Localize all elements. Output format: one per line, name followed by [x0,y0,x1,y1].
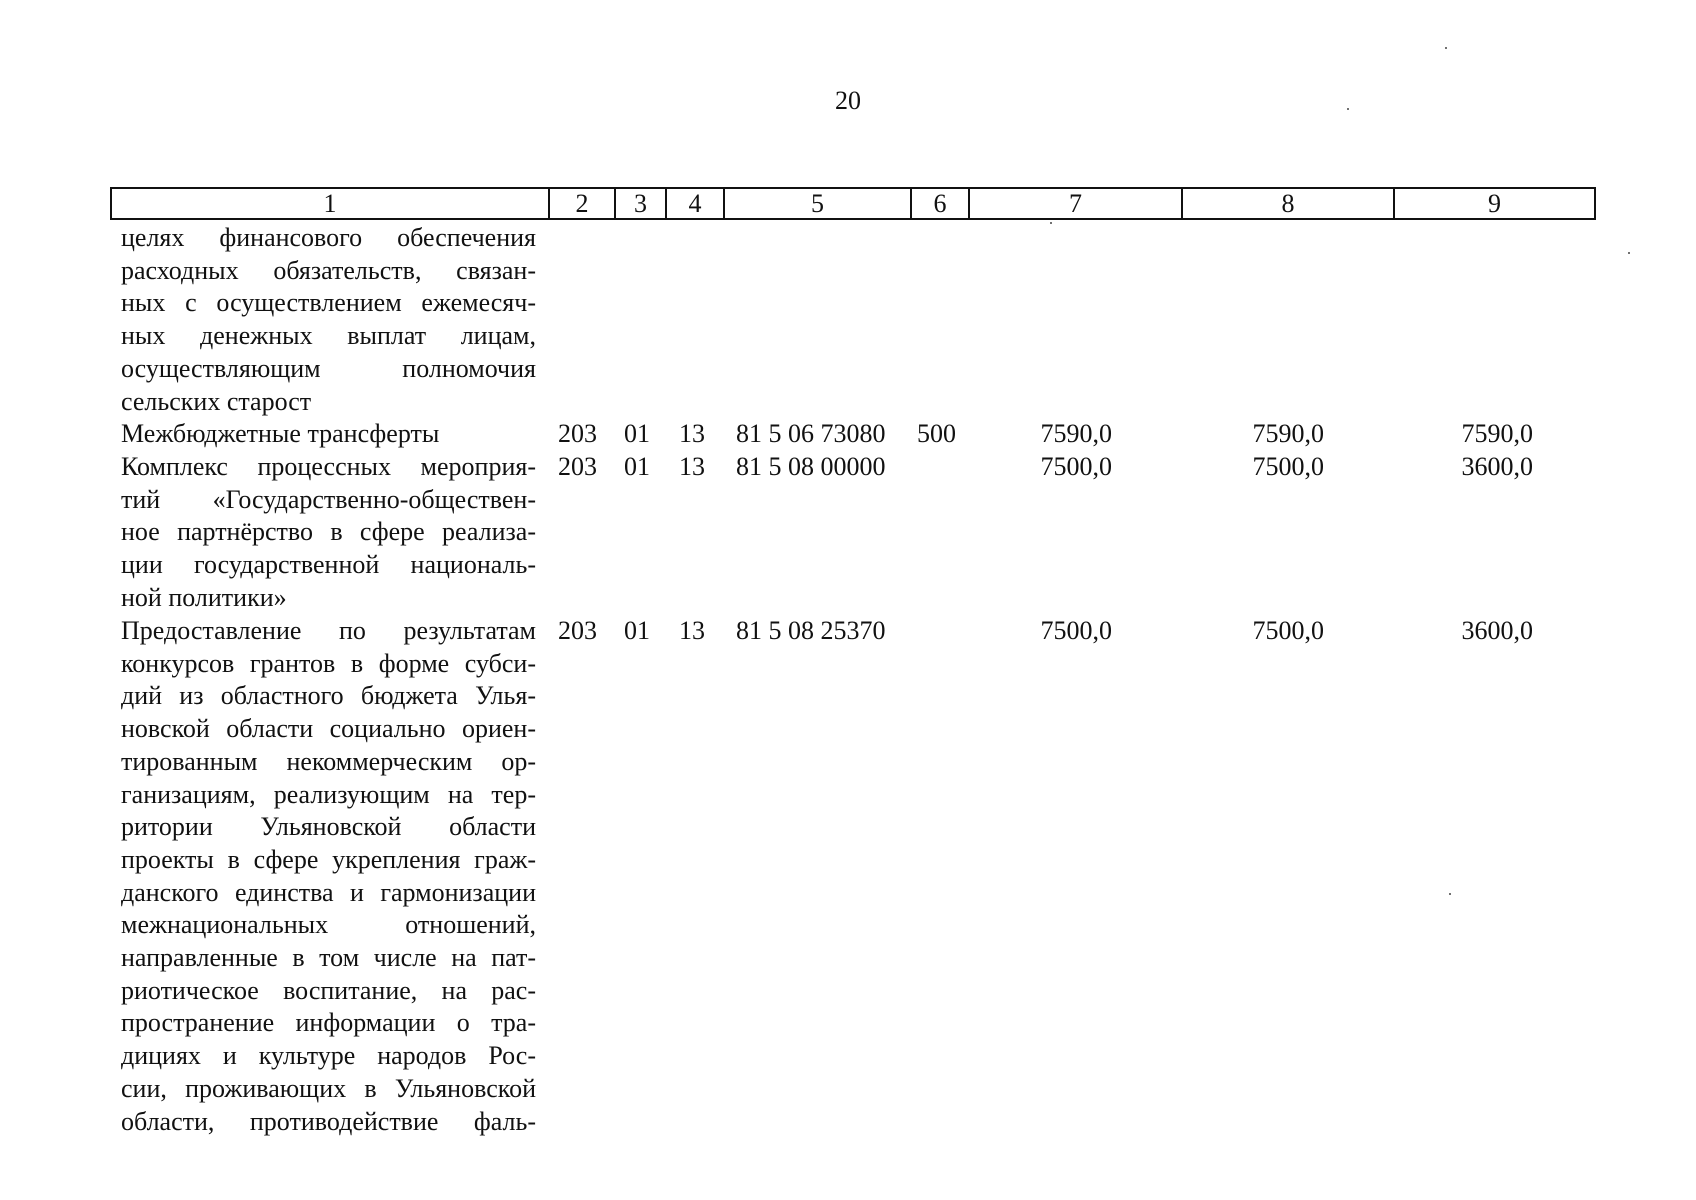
text-line: ное партнёрство в сфере реализа- [121,517,536,547]
header-cell-1: 1 [323,189,337,218]
scan-speck [1449,893,1451,895]
scan-speck [1347,108,1349,110]
text-line: пространение информации о тра- [121,1008,536,1038]
scan-speck [1050,222,1052,224]
table-row-0-description [121,222,536,418]
text-line: ных с осуществлением ежемесяч- [121,288,536,318]
table-header-row [110,187,1596,220]
text-line: сельских старост [121,386,312,416]
table-row-3-description [121,615,536,1138]
row-3-col-2: 203 [558,616,597,645]
row-3-col-4: 13 [679,616,705,645]
text-line: направленные в том числе на пат- [121,943,536,973]
row-2-col-9: 3600,0 [1461,452,1533,481]
header-cell-5: 5 [723,189,910,218]
page-number: 20 [835,86,861,115]
text-line: риотическое воспитание, на рас- [121,975,536,1005]
scan-speck [1445,47,1447,49]
text-line: осуществляющим полномочия [121,353,536,383]
header-cell-4: 4 [665,189,723,218]
text-line: конкурсов грантов в форме субси- [121,648,536,678]
text-line: ных денежных выплат лицам, [121,321,536,351]
row-2-col-2: 203 [558,452,597,481]
text-line: тированным некоммерческим ор- [121,746,536,776]
row-1-col-7: 7590,0 [1040,419,1112,448]
text-line: проекты в сфере укрепления граж- [121,844,536,874]
text-line: Предоставление по результатам [121,616,536,645]
text-line: новской области социально ориен- [121,714,536,744]
text-line: целях финансового обеспечения [121,223,536,252]
text-line: дий из областного бюджета Улья- [121,681,536,711]
text-line: дициях и культуре народов Рос- [121,1041,536,1071]
text-line: ции государственной националь- [121,550,536,580]
row-3-col-9: 3600,0 [1461,616,1533,645]
text-line: ной политики» [121,582,287,612]
row-1-col-3: 01 [624,419,650,448]
row-3-col-7: 7500,0 [1040,616,1112,645]
row-1-col-2: 203 [558,419,597,448]
row-1-col-6: 500 [917,419,956,448]
table-row-1-description [121,418,536,451]
row-1-col-8: 7590,0 [1252,419,1324,448]
row-1-col-5: 81 5 06 73080 [736,419,886,448]
row-2-col-8: 7500,0 [1252,452,1324,481]
text-line: ганизациям, реализующим на тер- [121,779,536,809]
row-3-col-8: 7500,0 [1252,616,1324,645]
scan-speck [1628,252,1630,254]
row-2-col-3: 01 [624,452,650,481]
row-1-col-4: 13 [679,419,705,448]
row-1-col-9: 7590,0 [1461,419,1533,448]
text-line: Межбюджетные трансферты [121,419,440,448]
header-cell-2: 2 [548,189,614,218]
row-2-col-5: 81 5 08 00000 [736,452,886,481]
text-line: ритории Ульяновской области [121,812,536,842]
row-2-col-4: 13 [679,452,705,481]
text-line: межнациональных отношений, [121,910,536,940]
row-2-col-7: 7500,0 [1040,452,1112,481]
text-line: данского единства и гармонизации [121,877,536,907]
row-3-col-5: 81 5 08 25370 [736,616,886,645]
header-cell-6: 6 [910,189,968,218]
text-line: расходных обязательств, связан- [121,255,536,285]
header-cell-3: 3 [614,189,665,218]
header-cell-7: 7 [968,189,1181,218]
text-line: области, противодействие фаль- [121,1106,536,1136]
text-line: Комплекс процессных мероприя- [121,452,536,481]
row-3-col-3: 01 [624,616,650,645]
table-row-2-description [121,451,536,615]
text-line: тий «Государственно-обществен- [121,484,536,514]
header-cell-8: 8 [1181,189,1393,218]
text-line: сии, проживающих в Ульяновской [121,1073,536,1103]
header-cell-9: 9 [1393,189,1594,218]
